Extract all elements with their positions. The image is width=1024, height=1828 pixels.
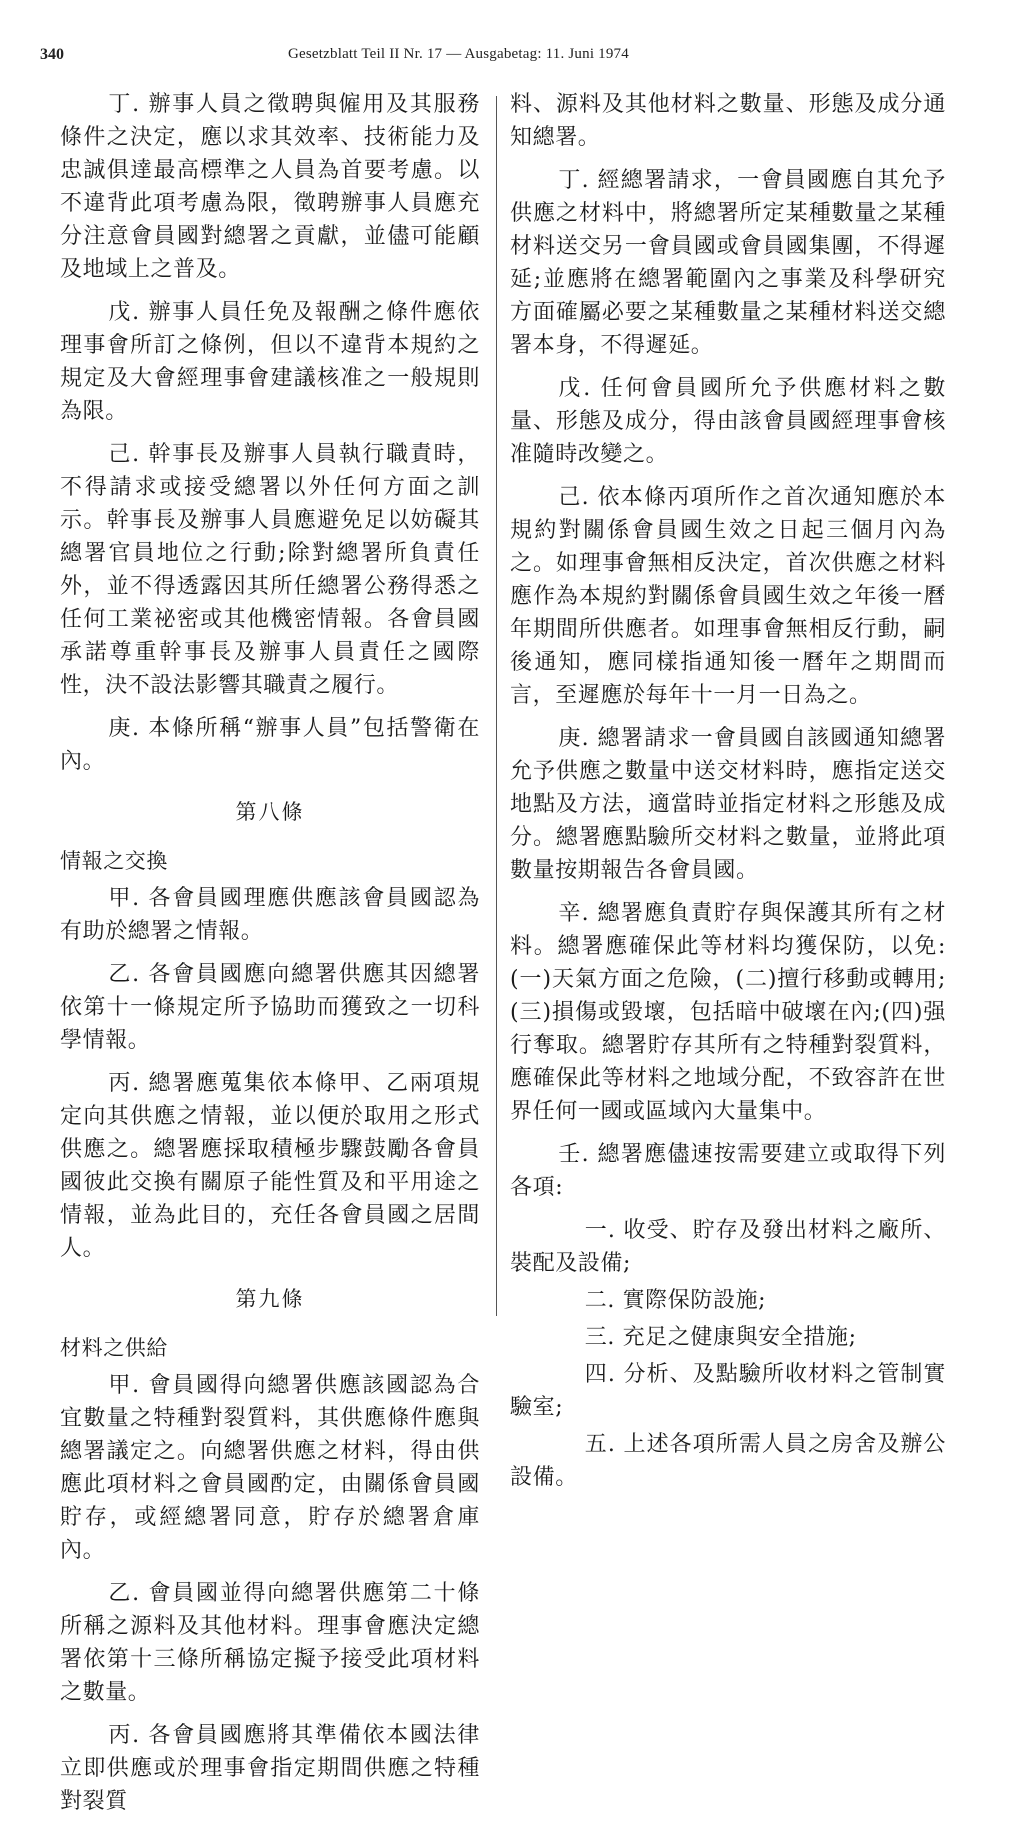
- paragraph: 庚. 總署請求一會員國自該國通知總署允予供應之數量中送交材料時，應指定送交地點及方法，適當時並指定材料之形態及成分。總署應點驗所交材料之數量，並將此項數量按期報告各會員國。: [510, 726, 946, 883]
- column-divider: [496, 96, 497, 1316]
- paragraph: 丁. 經總署請求，一會員國應自其允予供應之材料中，將總署所定某種數量之某種材料送交另一會員國或會員國集團，不得遲延;並應將在總署範圍內之事業及科學研究方面確屬必要之某種數量之某種材料送交總署本身，不得遲延。: [510, 168, 946, 358]
- header-title: Gesetzblatt Teil II Nr. 17 — Ausgabetag: 11. Juni 1974: [288, 46, 629, 62]
- paragraph: 己. 依本條丙項所作之首次通知應於本規約對關係會員國生效之日起三個月內為之。如理事會無相反決定，首次供應之材料應作為本規約對關係會員國生效之年後一曆年期間所供應者。如理事會無相反行動，嗣後通知，應同樣指通知後一曆年之期間而言，至遲應於每年十一月一日為之。: [510, 485, 946, 708]
- article-9-subtitle: 材料之供給: [60, 1336, 168, 1360]
- article-8-title: 第八條: [235, 800, 305, 824]
- paragraph: 戊. 任何會員國所允予供應材料之數量、形態及成分，得由該會員國經理事會核准隨時改變之。: [510, 376, 946, 467]
- list-item: 四. 分析、及點驗所收材料之管制實驗室;: [510, 1362, 946, 1420]
- paragraph: 戊. 辦事人員任免及報酬之條件應依理事會所訂之條例，但以不違背本規約之規定及大會經理事會建議核准之一般規則為限。: [60, 300, 480, 424]
- paragraph: 丁. 辦事人員之徵聘與僱用及其服務條件之決定，應以求其效率、技術能力及忠誠俱達最高標準之人員為首要考慮。以不違背此項考慮為限，徵聘辦事人員應充分注意會員國對總署之貢獻，並儘可能顧及地域上之普及。: [60, 92, 480, 282]
- paragraph: 辛. 總署應負責貯存與保護其所有之材料。總署應確保此等材料均獲保防，以免:(一)天氣方面之危險，(二)擅行移動或轉用;(三)損傷或毀壞，包括暗中破壞在內;(四)强行奪取。總署貯存其所有之特種對裂質料，應確保此等材料之地域分配，不致容許在世界任何一國或區域內大量集中。: [510, 901, 946, 1124]
- list-item: 一. 收受、貯存及發出材料之廠所、裝配及設備;: [510, 1218, 946, 1276]
- running-header: [40, 46, 980, 70]
- paragraph: 乙. 會員國並得向總署供應第二十條所稱之源料及其他材料。理事會應決定總署依第十三條所稱協定擬予接受此項材料之數量。: [60, 1581, 480, 1705]
- paragraph: 甲. 各會員國理應供應該會員國認為有助於總署之情報。: [60, 886, 480, 944]
- paragraph: 己. 幹事長及辦事人員執行職責時，不得請求或接受總署以外任何方面之訓示。幹事長及辦事人員應避免足以妨礙其總署官員地位之行動;除對總署所負責任外，並不得透露因其所任總署公務得悉之任何工業祕密或其他機密情報。各會員國承諾尊重幹事長及辦事人員責任之國際性，決不設法影響其職責之履行。: [60, 442, 480, 698]
- right-column: [510, 88, 946, 1498]
- paragraph: 甲. 會員國得向總署供應該國認為合宜數量之特種對裂質料，其供應條件應與總署議定之。向總署供應之材料，得由供應此項材料之會員國酌定，由關係會員國貯存，或經總署同意，貯存於總署倉庫內。: [60, 1373, 480, 1563]
- paragraph: 壬. 總署應儘速按需要建立或取得下列各項:: [510, 1142, 946, 1200]
- paragraph-continued: 料、源料及其他材料之數量、形態及成分通知總署。: [510, 92, 946, 150]
- paragraph: 丙. 總署應蒐集依本條甲、乙兩項規定向其供應之情報，並以便於取用之形式供應之。總署應採取積極步驟鼓勵各會員國彼此交換有關原子能性質及和平用途之情報，並為此目的，充任各會員國之居間人。: [60, 1071, 480, 1261]
- list-item: 二. 實際保防設施;: [584, 1288, 767, 1313]
- paragraph: 庚. 本條所稱“辦事人員”包括警衛在內。: [60, 716, 480, 774]
- article-8-subtitle: 情報之交換: [60, 849, 168, 873]
- page-number: 340: [40, 46, 64, 63]
- paragraph: 丙. 各會員國應將其準備依本國法律立即供應或於理事會指定期間供應之特種對裂質: [60, 1723, 480, 1814]
- paragraph: 乙. 各會員國應向總署供應其因總署依第十一條規定所予協助而獲致之一切科學情報。: [60, 962, 480, 1053]
- left-column: [60, 88, 480, 1828]
- article-9-title: 第九條: [235, 1287, 305, 1311]
- list-item: 三. 充足之健康與安全措施;: [584, 1325, 857, 1350]
- list-item: 五. 上述各項所需人員之房舍及辦公設備。: [510, 1432, 946, 1490]
